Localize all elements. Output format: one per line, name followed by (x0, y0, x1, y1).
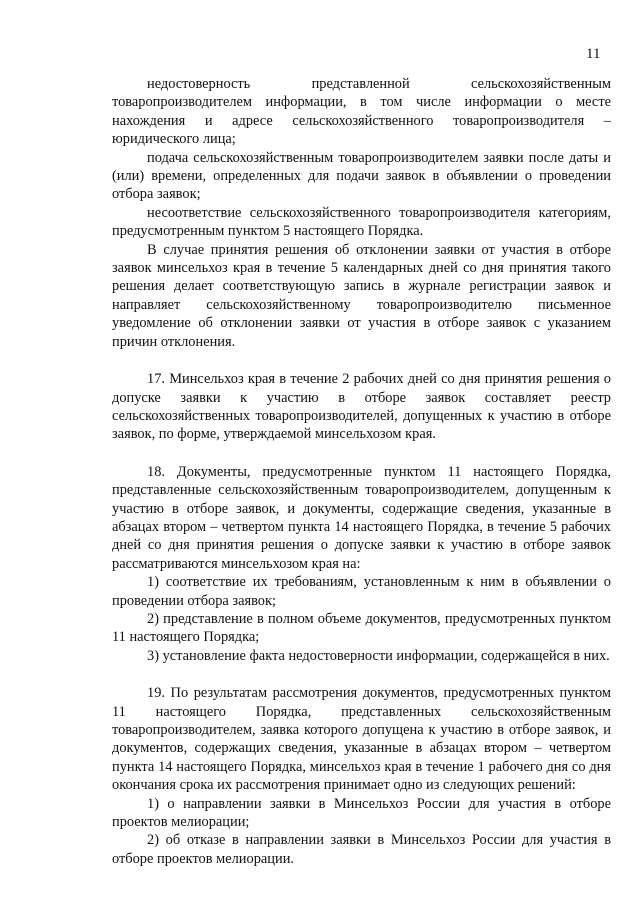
paragraph-category-mismatch: несоответствие сельскохозяйственного товаропроизводителя категориям, предусмотренным пунктом 5 настоящего Порядка. (112, 204, 611, 240)
paragraph-unreliable-info: недостоверность представленной сельскохозяйственным товаропроизводителем информации, в том числе информации о месте нахождения и адресе сельскохозяйственного товаропроизводителя – юридического лица; (112, 76, 611, 148)
clause-18: 18. Документы, предусмотренные пунктом 11 настоящего Порядка, представленные сельскохозяйственным товаропроизводителем, допущенным к участию в отборе заявок, и документы, содержащие сведения, указанные в абзацах втором – четвертом пункта 14 настоящего Порядка, в течение 5 рабочих дней со дня принятия решения о допуске заявки к участию в отборе заявок рассматриваются минсельхозом края на: (112, 463, 611, 572)
paragraph-gap (112, 351, 611, 370)
clause-17: 17. Минсельхоз края в течение 2 рабочих дней со дня принятия решения о допуске заявки к участию в отборе заявок составляет реестр сельскохозяйственных товаропроизводителей, допущенных к участию в отборе заявок, по форме, утверждаемой минсельхозом края. (112, 371, 611, 443)
clause-18-item-3: 3) установление факта недостоверности информации, содержащейся в них. (147, 647, 610, 664)
document-body (112, 75, 611, 868)
clause-18-item-2: 2) представление в полном объеме документов, предусмотренных пунктом 11 настоящего Порядка; (112, 610, 611, 646)
clause-19-item-2: 2) об отказе в направлении заявки в Минсельхоз России для участия в отборе проектов мелиорации. (112, 832, 611, 867)
paragraph-gap (112, 665, 611, 684)
paragraph-gap (112, 444, 611, 463)
clause-19: 19. По результатам рассмотрения документов, предусмотренных пунктом 11 настоящего Порядка, представленных сельскохозяйственным товаропроизводителем, заявка которого допущена к участию в отборе заявок, и документов, содержащих сведения, указанные в абзацах втором – четвертом пункта 14 настоящего Порядка, минсельхоз края в течение 1 рабочего дня со дня окончания срока их рассмотрения принимает одно из следующих решений: (112, 685, 611, 794)
clause-19-item-1: 1) о направлении заявки в Минсельхоз России для участия в отборе проектов мелиорации; (112, 795, 611, 831)
paragraph-late-submission: подача сельскохозяйственным товаропроизводителем заявки после даты и (или) времени, определенных для подачи заявок в объявлении о проведении отбора заявок; (112, 149, 611, 203)
clause-18-item-1: 1) соответствие их требованиям, установленным к ним в объявлении о проведении отбора заявок; (112, 574, 611, 609)
page-number: 11 (586, 46, 601, 62)
paragraph-rejection-procedure: В случае принятия решения об отклонении заявки от участия в отборе заявок минсельхоз края в течение 5 календарных дней со дня принятия такого решения делает соответствующую запись в журнале регистрации заявок и направляет сельскохозяйственному товаропроизводителю письменное уведомление об отклонении заявки от участия в отборе заявок с указанием причин отклонения. (112, 241, 611, 350)
